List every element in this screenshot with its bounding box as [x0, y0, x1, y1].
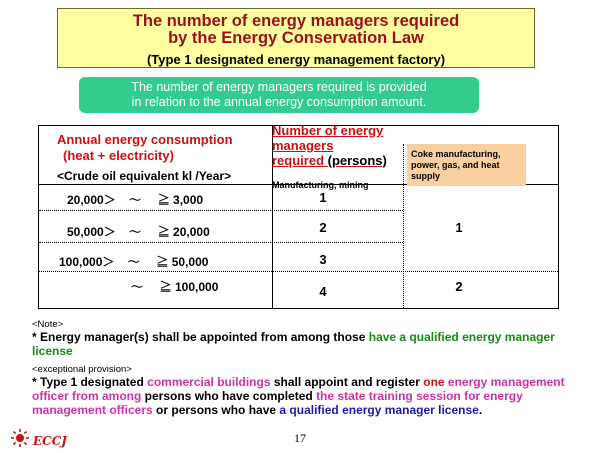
manufacturing-value-1: 1 — [319, 190, 327, 205]
title-line-2: by the Energy Conservation Law — [168, 29, 424, 47]
exception-part: persons who have completed — [141, 389, 317, 403]
range-row-2: 50,000＞ ～ ≧ 20,000 — [67, 225, 210, 239]
managers-required-label: required — [272, 153, 325, 168]
exception-part: or persons who have — [152, 403, 280, 417]
exception-part: * Type 1 designated — [32, 375, 148, 389]
coke-category-box: Coke manufacturing, power, gas, and heat supply — [407, 144, 526, 186]
note-tag: <Note> — [32, 319, 64, 330]
table-divider — [39, 210, 403, 211]
eccj-logo — [10, 428, 67, 453]
coke-value-2: 2 — [455, 279, 463, 294]
coke-value-1: 1 — [455, 220, 463, 235]
manufacturing-mining-label: Manufacturing, mining — [272, 180, 369, 190]
title-box — [57, 8, 535, 68]
consumption-header-line-1: Annual energy consumption — [57, 132, 233, 147]
manufacturing-value-2: 2 — [319, 220, 327, 235]
exception-tag: <exceptional provision> — [32, 364, 132, 375]
consumption-header-line-2: (heat + electricity) — [63, 148, 174, 163]
note-text — [32, 330, 572, 358]
logo-text: ECCJ — [33, 433, 67, 448]
info-line-1: The number of energy managers required is provided — [131, 80, 427, 94]
exception-part: one — [423, 375, 445, 389]
exception-part: . — [478, 403, 483, 417]
consumption-header — [57, 132, 272, 183]
page-number: 17 — [294, 431, 306, 445]
managers-header-line-1: Number of energy managers — [272, 123, 384, 153]
note-text-a: * Energy manager(s) shall be appointed from among those — [32, 330, 369, 344]
title-line-1: The number of energy managers required — [132, 12, 460, 30]
range-row-4: ～ ≧ 100,000 — [131, 280, 219, 294]
energy-manager-table — [38, 125, 559, 309]
table-divider — [39, 242, 403, 243]
range-row-1: 20,000＞ ～ ≧ 3,000 — [67, 193, 204, 207]
manufacturing-value-3: 3 — [319, 252, 327, 267]
info-line-2: in relation to the annual energy consumption amount. — [131, 95, 427, 109]
exception-part: energy management officer from among — [32, 375, 565, 403]
exception-part: shall appoint and register — [270, 375, 424, 389]
table-divider — [39, 271, 558, 272]
title-subtitle: (Type 1 designated energy management factory) — [146, 52, 446, 67]
managers-persons-label: (persons) — [324, 153, 387, 168]
exception-text — [32, 375, 572, 417]
exception-part: commercial buildings — [147, 375, 271, 389]
consumption-unit: <Crude oil equivalent kl /Year> — [57, 169, 232, 183]
exception-part: a qualified energy manager license — [279, 403, 479, 417]
exception-part: the state training session for energy management officers — [32, 389, 523, 417]
manufacturing-value-4: 4 — [319, 284, 327, 299]
info-box — [79, 77, 479, 113]
range-row-3: 100,000＞ ～ ≧ 50,000 — [59, 255, 209, 269]
eccj-sun-icon — [10, 428, 30, 453]
note-text-b: have a qualified energy manager license — [32, 330, 555, 358]
